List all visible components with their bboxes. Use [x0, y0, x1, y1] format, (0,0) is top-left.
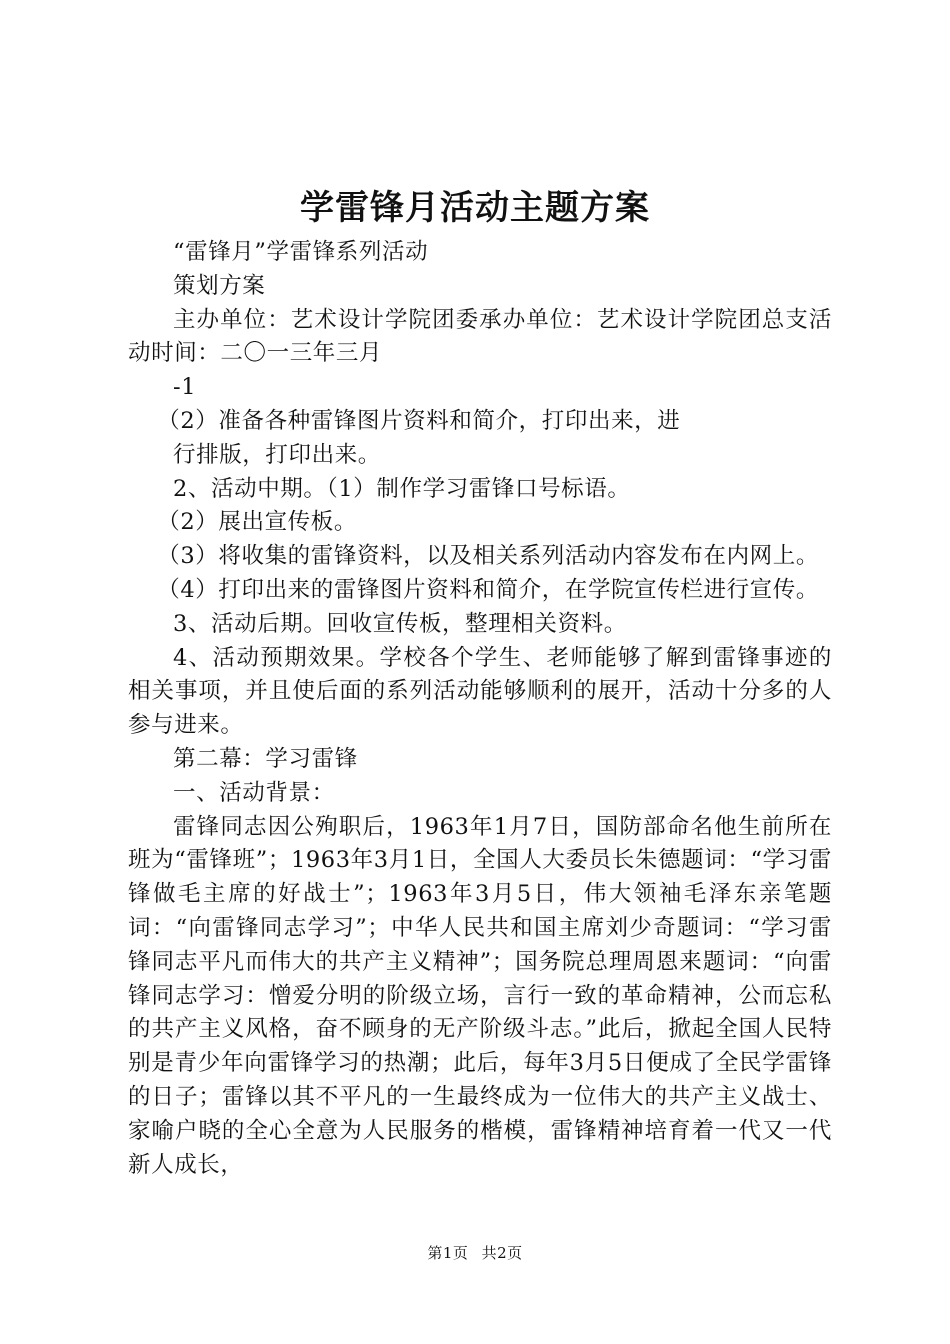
- paragraph-display-boards: （2）展出宣传板。: [157, 509, 357, 536]
- paragraph-expected-effect: 4、活动预期效果。学校各个学生、老师能够了解到雷锋事迹的相关事项，并且使后面的系列活动能够顺利的展开，活动十分多的人参与进来。: [128, 644, 832, 739]
- paragraph-organizers: 主办单位：艺术设计学院团委承办单位：艺术设计学院团总支活动时间：二〇一三年三月: [128, 306, 832, 367]
- paragraph-layout: 行排版，打印出来。: [173, 441, 381, 468]
- paragraph-act-two: 第二幕：学习雷锋: [173, 745, 358, 772]
- paragraph-subtitle-1: “雷锋月”学雷锋系列活动: [173, 239, 429, 265]
- paragraph-background-body: 雷锋同志因公殉职后，1963年1月7日，国防部命名他生前所在班为“雷锋班”；1963年3月1日，全国人大委员长朱德题词：“学习雷锋做毛主席的好战士”；1963年3月5日，伟大领袖毛泽东亲笔题词：“向雷锋同志学习”；中华人民共和国主席刘少奇题词：“学习雷锋同志平凡而伟大的共产主义精神”；国务院总理周恩来题词：“向雷锋同志学习：憎爱分明的阶级立场，言行一致的革命精神，公而忘私的共产主义风格，奋不顾身的无产阶级斗志。”此后，掀起全国人民特别是青少年向雷锋学习的热潮；此后，每年3月5日便成了全民学雷锋的日子；雷锋以其不平凡的一生最终成为一位伟大的共产主义战士、家喻户晓的全心全意为人民服务的楷模，雷锋精神培育着一代又一代新人成长，: [128, 813, 832, 1178]
- paragraph-late-stage: 3、活动后期。回收宣传板，整理相关资料。: [173, 610, 627, 637]
- paragraph-subtitle-2: 策划方案: [173, 272, 266, 299]
- page-total: 共2页: [481, 1244, 523, 1262]
- paragraph-mid-stage: 2、活动中期。（1）制作学习雷锋口号标语。: [173, 475, 631, 502]
- paragraph-print-promote: （4）打印出来的雷锋图片资料和简介，在学院宣传栏进行宣传。: [157, 576, 819, 603]
- paragraph-publish-intranet: （3）将收集的雷锋资料，以及相关系列活动内容发布在内网上。: [157, 543, 819, 570]
- page-number: 第1页: [427, 1244, 469, 1262]
- document-body: [128, 236, 832, 1182]
- page-footer: [0, 1243, 950, 1263]
- paragraph-prepare-materials: （2）准备各种雷锋图片资料和简介，打印出来，进: [157, 407, 681, 434]
- paragraph-background-heading: 一、活动背景：: [173, 779, 335, 806]
- document-title: 学雷锋月活动主题方案: [300, 188, 650, 228]
- paragraph-marker: -1: [173, 374, 197, 401]
